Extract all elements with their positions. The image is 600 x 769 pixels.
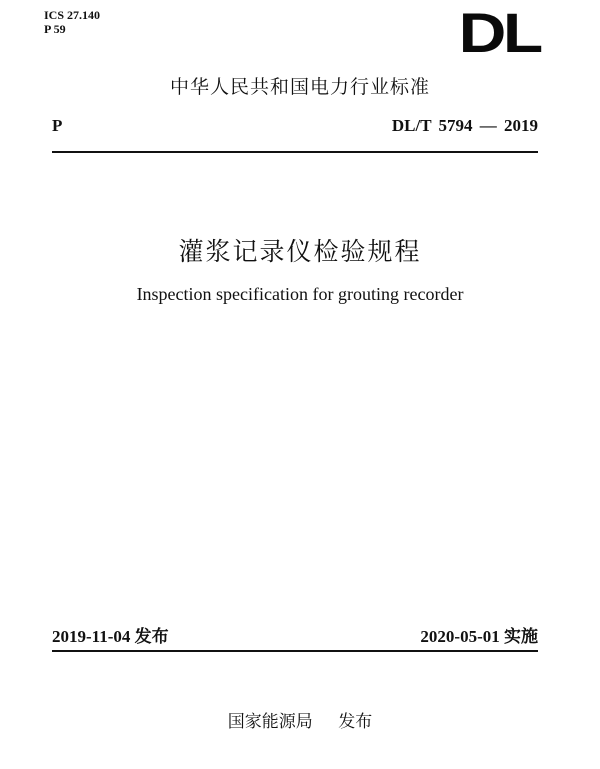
standard-type: 中华人民共和国电力行业标准 xyxy=(169,76,430,98)
title-english: Inspection specification for grouting recorder xyxy=(136,284,464,304)
issuer: 国家能源局 发布 xyxy=(227,712,373,732)
ics-code: ICS 27.140 xyxy=(44,8,101,22)
publish-date: 2019-11-04 发布 xyxy=(52,627,169,646)
implement-date: 2020-05-01 实施 xyxy=(420,627,538,646)
p-code: P 59 xyxy=(44,22,66,36)
ics-block xyxy=(44,8,100,36)
bottom-divider xyxy=(52,650,538,652)
title-chinese: 灌浆记录仪检验规程 xyxy=(178,237,422,266)
top-divider xyxy=(52,151,538,153)
standard-number: DL/T 5794 — 2019 xyxy=(391,116,538,135)
dl-logo: DL xyxy=(458,1,540,64)
classification-code: P xyxy=(52,116,63,135)
